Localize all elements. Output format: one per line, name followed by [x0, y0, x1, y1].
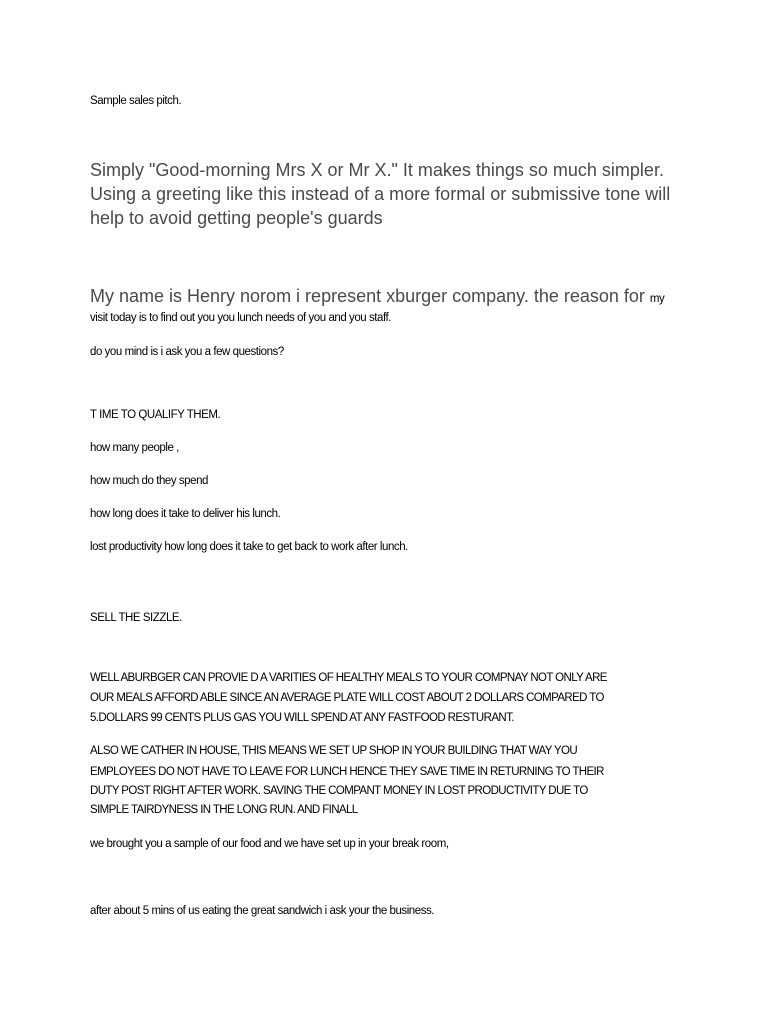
sizzle-paragraph-2-line: DUTY POST RIGHT AFTER WORK. SAVING THE COMPANT MONEY IN LOST PRODUCTIVITY DUE TO	[90, 785, 588, 797]
qualify-item: how many people ,	[90, 442, 179, 454]
sizzle-paragraph-1-line: WELL ABURBGER CAN PROVIE D A VARITIES OF HEALTHY MEALS TO YOUR COMPNAY NOT ONLY ARE	[90, 672, 607, 684]
sizzle-paragraph-2-line: ALSO WE CATHER IN HOUSE, THIS MEANS WE SET UP SHOP IN YOUR BUILDING THAT WAY YOU	[90, 745, 578, 757]
question-line: do you mind is i ask you a few questions?	[90, 346, 284, 358]
intro-small-text: my	[649, 293, 665, 305]
intro-large-text: My name is Henry norom i represent xburger company. the reason for	[90, 286, 645, 306]
greeting-paragraph-line-3: help to avoid getting people's guards	[90, 208, 383, 228]
intro-line	[90, 284, 664, 311]
qualify-item: how long does it take to deliver his lunch.	[90, 508, 281, 520]
sizzle-paragraph-1-line: OUR MEALS AFFORD ABLE SINCE AN AVERAGE PLATE WILL COST ABOUT 2 DOLLARS COMPARED TO	[90, 692, 604, 704]
sizzle-paragraph-2-line: SIMPLE TAIRDYNESS IN THE LONG RUN. AND FINALL	[90, 804, 358, 816]
qualify-heading: T IME TO QUALIFY THEM.	[90, 409, 221, 421]
sizzle-heading: SELL THE SIZZLE.	[90, 612, 182, 624]
qualify-item: how much do they spend	[90, 475, 208, 487]
intro-continuation: visit today is to find out you you lunch needs of you and you staff.	[90, 312, 391, 324]
qualify-item: lost productivity how long does it take to get back to work after lunch.	[90, 541, 408, 553]
greeting-paragraph-line-2: Using a greeting like this instead of a more formal or submissive tone will	[90, 184, 671, 204]
sizzle-paragraph-1-line: 5.DOLLARS 99 CENTS PLUS GAS YOU WILL SPEND AT ANY FASTFOOD RESTURANT.	[90, 712, 514, 724]
closing-line: after about 5 mins of us eating the great sandwich i ask your the business.	[90, 905, 435, 917]
document-title: Sample sales pitch.	[90, 95, 182, 107]
greeting-paragraph-line-1: Simply "Good-morning Mrs X or Mr X." It makes things so much simpler.	[90, 160, 664, 180]
sizzle-paragraph-2-line: EMPLOYEES DO NOT HAVE TO LEAVE FOR LUNCH HENCE THEY SAVE TIME IN RETURNING TO THEIR	[90, 766, 604, 778]
sample-line: we brought you a sample of our food and we have set up in your break room,	[90, 838, 449, 850]
